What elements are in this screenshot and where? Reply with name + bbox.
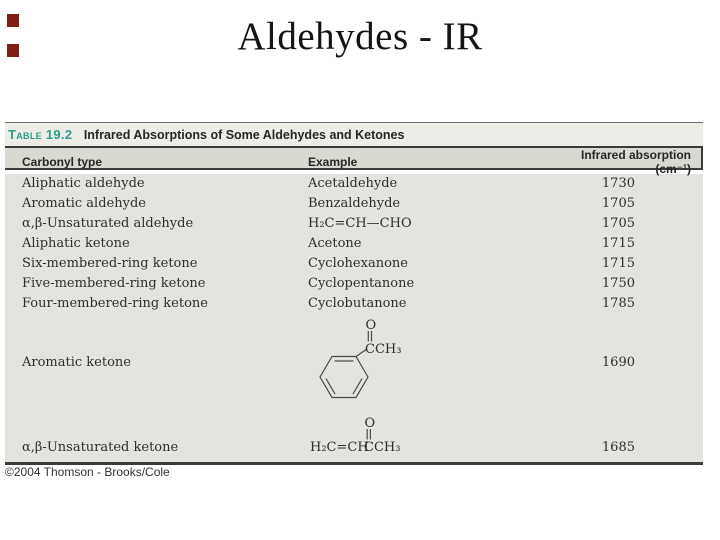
cell-type: Aliphatic aldehyde xyxy=(22,176,145,191)
cell-example: Benzaldehyde xyxy=(308,196,401,211)
table-row xyxy=(5,274,703,294)
column-header-example: Example xyxy=(308,155,358,169)
table-row xyxy=(5,234,703,254)
table-label: Table 19.2 xyxy=(8,127,73,142)
simple-rows xyxy=(5,174,703,314)
cell-absorption: 1750 xyxy=(601,276,635,291)
cell-absorption: 1685 xyxy=(601,440,635,455)
acyl-group-label: CCH₃ xyxy=(365,342,402,357)
cell-absorption: 1705 xyxy=(601,216,635,231)
cell-example: Acetaldehyde xyxy=(308,176,398,191)
cell-example: Cyclopentanone xyxy=(308,276,415,291)
cell-absorption: 1730 xyxy=(601,176,635,191)
table-row xyxy=(5,294,703,314)
unsaturated-ketone-structure xyxy=(308,410,558,462)
cell-type: α,β-Unsaturated aldehyde xyxy=(22,216,194,231)
copyright: ©2004 Thomson - Brooks/Cole xyxy=(5,465,170,479)
unsaturated-ketone-structure-drawing xyxy=(310,410,450,460)
cell-type: Aliphatic ketone xyxy=(22,236,130,251)
ring-double-bond xyxy=(353,379,362,395)
acyl-chain-label: CCH₃ xyxy=(364,440,401,455)
cell-type: Six-membered-ring ketone xyxy=(22,256,198,271)
column-header-carbonyl-type: Carbonyl type xyxy=(22,155,103,169)
table-header-row xyxy=(5,148,703,176)
cell-example: Acetone xyxy=(308,236,362,251)
vinyl-chain-label: H₂C=CH xyxy=(310,440,369,455)
cell-absorption: 1705 xyxy=(601,196,635,211)
cell-example: Cyclohexanone xyxy=(308,256,408,271)
carbonyl-oxygen-label: O xyxy=(364,416,376,431)
acetophenone-structure-drawing xyxy=(310,316,430,408)
table-row xyxy=(5,194,703,214)
cell-absorption: 1690 xyxy=(601,354,635,370)
table-title: Infrared Absorptions of Some Aldehydes and Ketones xyxy=(83,128,405,142)
cell-type: Five-membered-ring ketone xyxy=(22,276,206,291)
table-19-2 xyxy=(5,115,703,465)
table-titlebar xyxy=(5,123,703,146)
table-row xyxy=(5,174,703,194)
table-row xyxy=(5,214,703,234)
carbonyl-oxygen-label: O xyxy=(365,318,377,333)
slide-title: Aldehydes - IR xyxy=(237,15,483,58)
cell-example: Cyclobutanone xyxy=(308,296,407,311)
ring-double-bond xyxy=(326,379,335,395)
cell-type: Four-membered-ring ketone xyxy=(22,296,208,311)
acetophenone-structure xyxy=(308,314,558,410)
cell-example: H₂C=CH—CHO xyxy=(308,216,412,231)
column-header-infrared-absorption: Infrared absorption (cm⁻¹) xyxy=(580,148,691,176)
cell-type: Aromatic ketone xyxy=(22,354,131,370)
table-row-unsaturated-ketone xyxy=(5,410,703,462)
cell-absorption: 1715 xyxy=(601,236,635,251)
table-row-aromatic-ketone xyxy=(5,314,703,410)
cell-type: α,β-Unsaturated ketone xyxy=(22,440,179,455)
table-body xyxy=(5,174,703,462)
cell-absorption: 1715 xyxy=(601,256,635,271)
cell-absorption: 1785 xyxy=(601,296,635,311)
cell-type: Aromatic aldehyde xyxy=(22,196,146,211)
table-row xyxy=(5,254,703,274)
benzene-ring xyxy=(320,357,368,398)
